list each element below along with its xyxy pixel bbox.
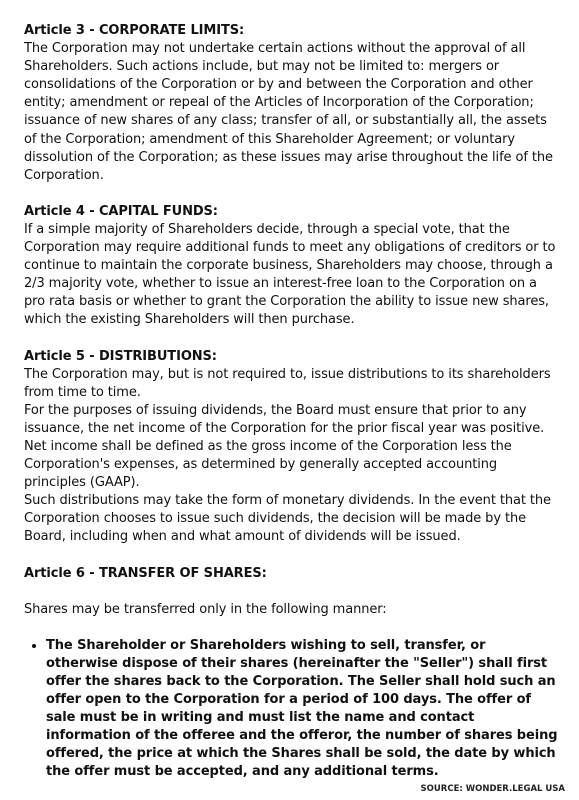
document-page <box>24 22 560 799</box>
article-6-bullet-list <box>24 637 560 782</box>
article-6-intro: Shares may be transferred only in the following manner: <box>24 601 387 617</box>
article-6-bullet-item: • The Shareholder or Shareholders wishing to sell, transfer, or otherwise dispose of their shares (hereinafter the "Seller") shall first offer the shares back to the Corporation. The Seller shall hold such an offer open to the Corporation for a period of 100 days. The offer of sale must be in writing and must list the name and contact information of the offeree and the offeror, the number of shares being offered, the price at which the Shares shall be sold, the date by which the offer must be accepted, and any additional terms. <box>46 637 560 782</box>
article-6-heading: Article 6 - TRANSFER OF SHARES: <box>24 565 267 581</box>
article-3 <box>24 22 560 185</box>
article-4 <box>24 203 560 330</box>
article-3-heading: Article 3 - CORPORATE LIMITS: <box>24 23 245 38</box>
article-4-heading: Article 4 - CAPITAL FUNDS: <box>24 203 218 219</box>
article-5-paragraph-2: For the purposes of issuing dividends, the Board must ensure that prior to any issuance, the net income of the Corporation for the prior fiscal year was positive. Net income shall be defined as the gross income of the Corporation less the Corporation's expenses, as determined by generally accepted accounting principles (GAAP). <box>24 402 545 491</box>
source-credit: SOURCE: WONDER.LEGAL USA <box>420 784 565 794</box>
article-5-paragraph-1: The Corporation may, but is not required to, issue distributions to its shareholders from time to time. <box>24 366 551 400</box>
article-4-paragraph: If a simple majority of Shareholders decide, through a special vote, that the Corporation may require additional funds to meet any obligations of creditors or to continue to maintain the corporate business, Shareholders may choose, through a 2/3 majority vote, whether to issue an interest-free loan to the Corporation on a pro rata basis or whether to grant the Corporation the ability to issue new shares, which the existing Shareholders will then purchase. <box>24 221 556 328</box>
article-6 <box>24 565 560 782</box>
article-5-heading: Article 5 - DISTRIBUTIONS: <box>24 348 217 364</box>
article-3-paragraph: The Corporation may not undertake certain actions without the approval of all Shareholders. Such actions include, but may not be limited to: mergers or consolidations of the Corporation or by and between the Corporation and other entity; amendment or repeal of the Articles of Incorporation of the Corporation; issuance of new shares of any class; transfer of all, or substantially all, the assets of the Corporation; amendment of this Shareholder Agreement; or voluntary dissolution of the Corporation; as these issues may arise throughout the life of the Corporation. <box>24 41 553 183</box>
article-5-paragraph-3: Such distributions may take the form of monetary dividends. In the event that the Corporation chooses to issue such dividends, the decision will be made by the Board, including when and what amount of dividends will be issued. <box>24 493 551 545</box>
article-5 <box>24 348 560 547</box>
